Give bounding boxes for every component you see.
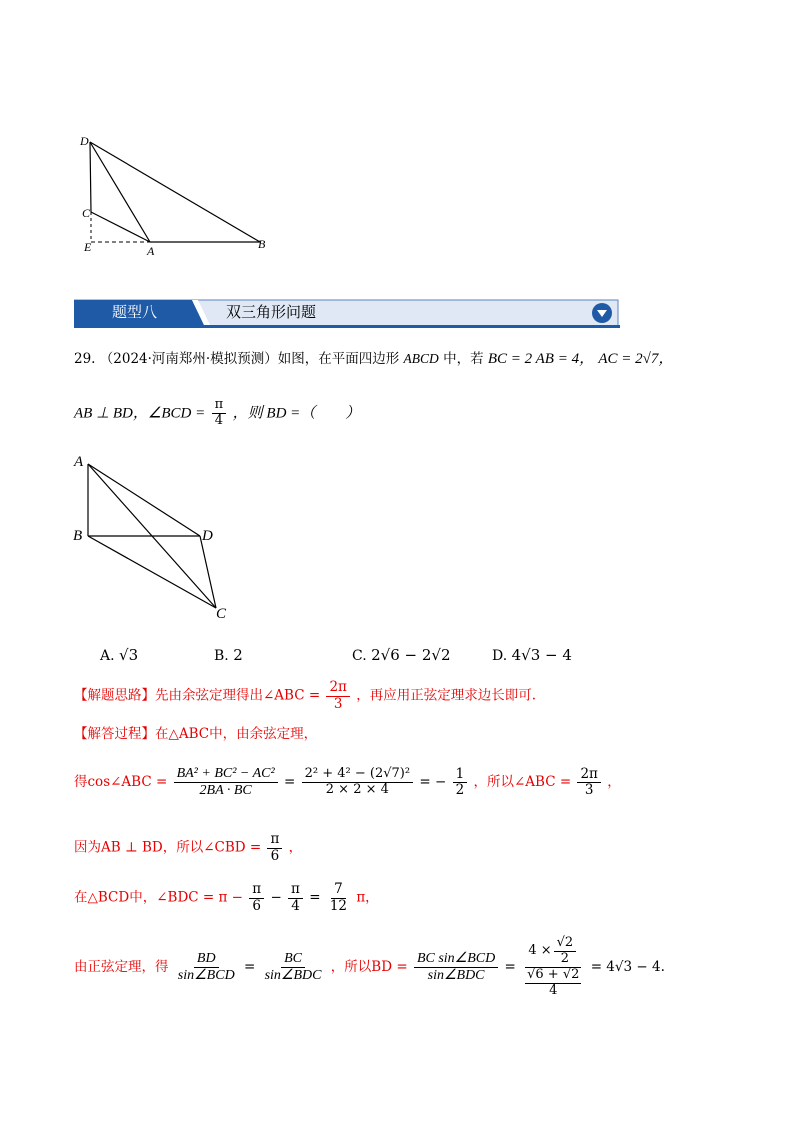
- idea-text-2: ，再应用正弦定理求边长即可.: [356, 687, 537, 704]
- question-line-1: [74, 352, 673, 367]
- step1-frac-4-num: 2π: [577, 767, 600, 784]
- process-text: 在△ABC中，由余弦定理，: [155, 726, 318, 742]
- step2-frac-den: 6: [270, 847, 280, 864]
- step4-frac-1-den: sin∠BCD: [177, 967, 235, 983]
- step4-big-den-top: √6 + √2: [527, 966, 580, 982]
- option-a-key: A.: [100, 648, 115, 664]
- idea-frac: [326, 680, 349, 712]
- banner-tag: 题型八: [112, 303, 158, 321]
- step3-minus: −: [270, 889, 282, 906]
- solution-step-3: [74, 882, 379, 914]
- down-arrow-icon[interactable]: [592, 303, 612, 323]
- question-number: 29.: [74, 351, 96, 367]
- question-cond-1: BC = 2 AB = 4，: [487, 351, 595, 367]
- step3-eq: =: [309, 889, 321, 906]
- step3-prefix: 在△BCD中，∠BDC = π −: [74, 889, 243, 906]
- idea-frac-den: 3: [333, 695, 343, 712]
- fig1-label-a: A: [147, 244, 155, 258]
- step1-frac-2-den: 2 × 2 × 4: [325, 782, 389, 798]
- step1-frac-1-den: 2BA · BC: [199, 783, 252, 799]
- option-d-key: D.: [492, 648, 508, 664]
- option-c[interactable]: [352, 648, 451, 663]
- step1-frac-4-den: 3: [584, 782, 594, 799]
- step4-so: ，所以BD =: [330, 958, 408, 975]
- step1-frac-2: [302, 767, 413, 798]
- step3-frac-1-num: π: [249, 882, 264, 899]
- fig1-label-d: D: [80, 134, 89, 148]
- step2-frac-num: π: [267, 832, 282, 849]
- solution-step-2: [74, 832, 302, 864]
- step3-frac-3: [327, 882, 350, 914]
- step3-frac-3-den: 12: [329, 897, 348, 914]
- step4-frac-2-num: BC: [281, 951, 305, 968]
- step4-big-num: [525, 936, 581, 968]
- figure-1-diagram: [78, 130, 278, 260]
- step3-frac-2-num: π: [288, 882, 303, 899]
- step3-frac-1-den: 6: [252, 897, 261, 914]
- solution-process: [74, 728, 317, 742]
- step4-big-den: [522, 968, 584, 999]
- step4-big-num-sqrt: √2: [554, 936, 577, 952]
- step1-frac-3: [453, 767, 468, 799]
- fig2-label-d: D: [202, 528, 213, 544]
- step4-big-frac: [522, 936, 584, 999]
- question-quad: ABCD: [403, 351, 439, 366]
- question-frac: [212, 398, 227, 429]
- step3-end: π，: [356, 889, 379, 906]
- fig1-label-c: C: [82, 206, 91, 220]
- question-text-1: 如图，在平面四边形: [277, 351, 400, 367]
- solution-step-1: 得cos∠ABC = $\frac{\text{BA² + BC² − AC²}}{2BA \cdot BC}$ = $\frac{\text{2² + 4² − (2√7)²}}{2 \times 2 \times 4}$ = − $\frac{1}{2}$ ，所以∠ABC = $\frac{2\pi}{3}$ ，: [74, 765, 621, 799]
- option-d[interactable]: [492, 648, 572, 663]
- step1-so: ，所以∠ABC =: [473, 774, 572, 791]
- step1-frac-3-den: 2: [455, 782, 465, 799]
- option-b-value: 2: [233, 646, 243, 664]
- step2-prefix: 因为AB ⊥ BD，所以∠CBD =: [74, 839, 262, 856]
- question-ask: ，则 BD =（ ）: [232, 405, 361, 422]
- question-source: （2024·河南郑州·模拟预测）: [99, 351, 278, 367]
- step4-big-num-frac: [554, 936, 577, 967]
- step4-big-den-bot: 4: [549, 982, 558, 998]
- step4-big-num-den: 2: [560, 950, 570, 966]
- question-cond-3: AB ⊥ BD，∠BCD =: [74, 405, 206, 422]
- question-frac-num: π: [212, 398, 227, 414]
- step2-end: ，: [288, 839, 303, 856]
- option-b-key: B.: [214, 648, 229, 664]
- idea-tag: 【解题思路】: [74, 687, 155, 704]
- process-tag: 【解答过程】: [74, 726, 155, 742]
- banner-title: 双三角形问题: [226, 303, 317, 321]
- fig2-label-b: B: [73, 528, 83, 544]
- section-banner: [74, 298, 620, 328]
- solution-step-4: [74, 936, 665, 999]
- step4-big-num-a: 4 ×: [528, 942, 552, 958]
- step1-end: ，: [607, 774, 621, 791]
- option-d-value: 4√3 − 4: [511, 646, 572, 664]
- step3-frac-1: [249, 882, 264, 914]
- idea-frac-num: 2π: [326, 680, 349, 697]
- fig2-label-c: C: [216, 606, 227, 622]
- fig2-label-a: A: [74, 454, 84, 470]
- option-c-key: C.: [352, 648, 367, 664]
- step1-frac-3-num: 1: [453, 767, 468, 784]
- question-frac-den: 4: [214, 412, 224, 428]
- step4-frac-1-num: BD: [194, 951, 219, 968]
- step1-prefix: 得cos∠ABC =: [74, 774, 168, 791]
- step4-frac-2-den: sin∠BDC: [264, 967, 322, 983]
- step4-eq: =: [243, 958, 256, 975]
- step1-mid: = −: [419, 774, 447, 791]
- step1-frac-2-num: 2² + 4² − (2√7)²: [302, 767, 413, 783]
- idea-text-1: 先由余弦定理得出∠ABC =: [155, 687, 321, 704]
- option-a-value: √3: [119, 646, 139, 664]
- step3-frac-2-den: 4: [291, 897, 300, 914]
- step4-frac-3: [414, 951, 498, 984]
- question-line-2: [74, 398, 360, 429]
- step3-frac-3-num: 7: [331, 882, 346, 899]
- step2-frac: [267, 832, 282, 864]
- step4-eq-2: =: [504, 958, 516, 975]
- step4-result: = 4√3 − 4.: [590, 958, 665, 975]
- step3-frac-2: [288, 882, 303, 914]
- step4-prefix: 由正弦定理，得: [74, 958, 169, 975]
- step1-frac-1: [174, 766, 278, 799]
- step1-frac-4: [577, 767, 600, 799]
- fig1-label-b: B: [258, 237, 266, 251]
- option-b[interactable]: [214, 648, 243, 663]
- step4-frac-1: [175, 951, 238, 984]
- fig1-label-e: E: [84, 240, 92, 254]
- option-a[interactable]: [100, 648, 138, 663]
- step4-frac-3-den: sin∠BDC: [427, 967, 485, 983]
- solution-idea: [74, 680, 536, 712]
- question-text-2: 中，若: [443, 351, 484, 367]
- step4-frac-2: [262, 951, 325, 984]
- question-cond-2: AC = 2√7，: [598, 351, 674, 367]
- step1-frac-1-num: BA² + BC² − AC²: [174, 766, 278, 783]
- option-c-value: 2√6 − 2√2: [371, 646, 451, 664]
- figure-2-diagram: [70, 452, 240, 627]
- step4-frac-3-num: BC sin∠BCD: [414, 951, 498, 968]
